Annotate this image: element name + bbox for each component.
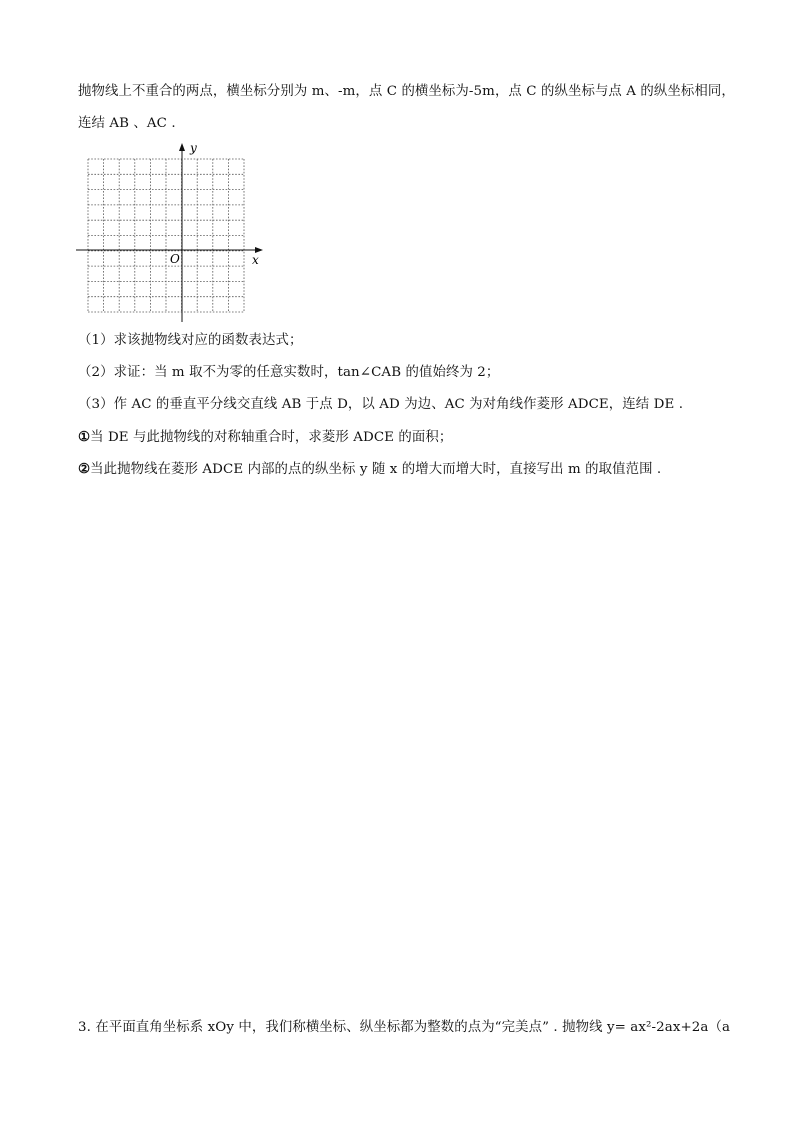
sub-question-2-text: 当此抛物线在菱形 ADCE 内部的点的纵坐标 y 随 x 的增大而增大时，直接写出 m 的取值范围 . (90, 462, 662, 477)
sub-question-1-text: 当 DE 与此抛物线的对称轴重合时，求菱形 ADCE 的面积； (90, 430, 453, 445)
coordinate-grid-svg (74, 140, 270, 326)
intro-line-1: 抛物线上不重合的两点，横坐标分别为 m、-m，点 C 的横坐标为-5m，点 C 的纵坐标与点 A 的纵坐标相同， (78, 84, 735, 99)
question-1: （1）求该抛物线对应的函数表达式； (78, 333, 303, 348)
question-2: （2）求证：当 m 取不为零的任意实数时，tan∠CAB 的值始终为 2； (78, 365, 500, 380)
sub-question-2 (78, 459, 661, 480)
sub-question-2-marker: ② (78, 461, 91, 477)
coordinate-grid-figure (74, 140, 270, 326)
dotted-grid (88, 159, 244, 312)
sub-question-1 (78, 427, 452, 448)
sub-question-1-marker: ① (78, 429, 91, 445)
x-axis-label: x (252, 253, 259, 267)
y-axis-label: y (190, 141, 197, 155)
origin-label: O (170, 252, 180, 266)
problem-3-line: 3. 在平面直角坐标系 xOy 中，我们称横坐标、纵坐标都为整数的点为“完美点” . 抛物线 y= ax²-2ax+2a（a (78, 1020, 731, 1035)
intro-line-2: 连结 AB 、AC . (78, 116, 176, 131)
question-3: （3）作 AC 的垂直平分线交直线 AB 于点 D，以 AD 为边、AC 为对角线作菱形 ADCE，连结 DE . (78, 397, 684, 412)
y-axis-arrow (179, 143, 185, 151)
